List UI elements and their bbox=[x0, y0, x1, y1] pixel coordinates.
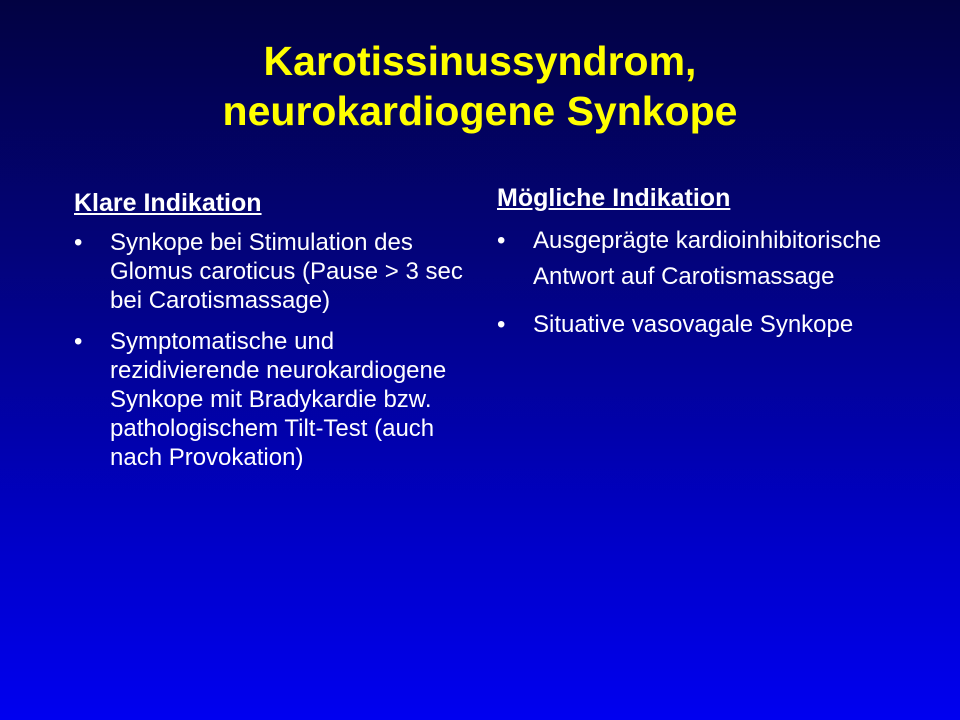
right-column bbox=[497, 183, 917, 355]
list-item bbox=[497, 307, 917, 343]
bullet-icon: • bbox=[74, 229, 83, 256]
list-item bbox=[497, 223, 917, 295]
list-item bbox=[74, 228, 464, 315]
bullet-icon: • bbox=[74, 328, 83, 355]
slide-title bbox=[0, 36, 960, 136]
list-item-text: Synkope bei Stimulation des Glomus caroticus (Pause > 3 sec bei Carotismassage) bbox=[110, 229, 463, 314]
right-column-heading: Mögliche Indikation bbox=[497, 184, 731, 212]
title-line-1: Karotissinussyndrom, bbox=[263, 38, 697, 84]
list-item-text: Symptomatische und rezidivierende neurokardiogene Synkope mit Bradykardie bzw. pathologischem Tilt-Test (auch nach Provokation) bbox=[110, 328, 447, 471]
left-column-heading: Klare Indikation bbox=[74, 189, 262, 217]
left-column bbox=[74, 188, 464, 484]
list-item bbox=[74, 327, 464, 472]
left-bullet-list bbox=[74, 228, 464, 472]
list-item-text: Ausgeprägte kardioinhibitorische Antwort auf Carotismassage bbox=[533, 227, 882, 290]
bullet-icon: • bbox=[497, 311, 506, 338]
list-item-text: Situative vasovagale Synkope bbox=[533, 311, 854, 338]
title-line-2: neurokardiogene Synkope bbox=[222, 88, 738, 134]
right-bullet-list bbox=[497, 223, 917, 343]
bullet-icon: • bbox=[497, 227, 506, 254]
